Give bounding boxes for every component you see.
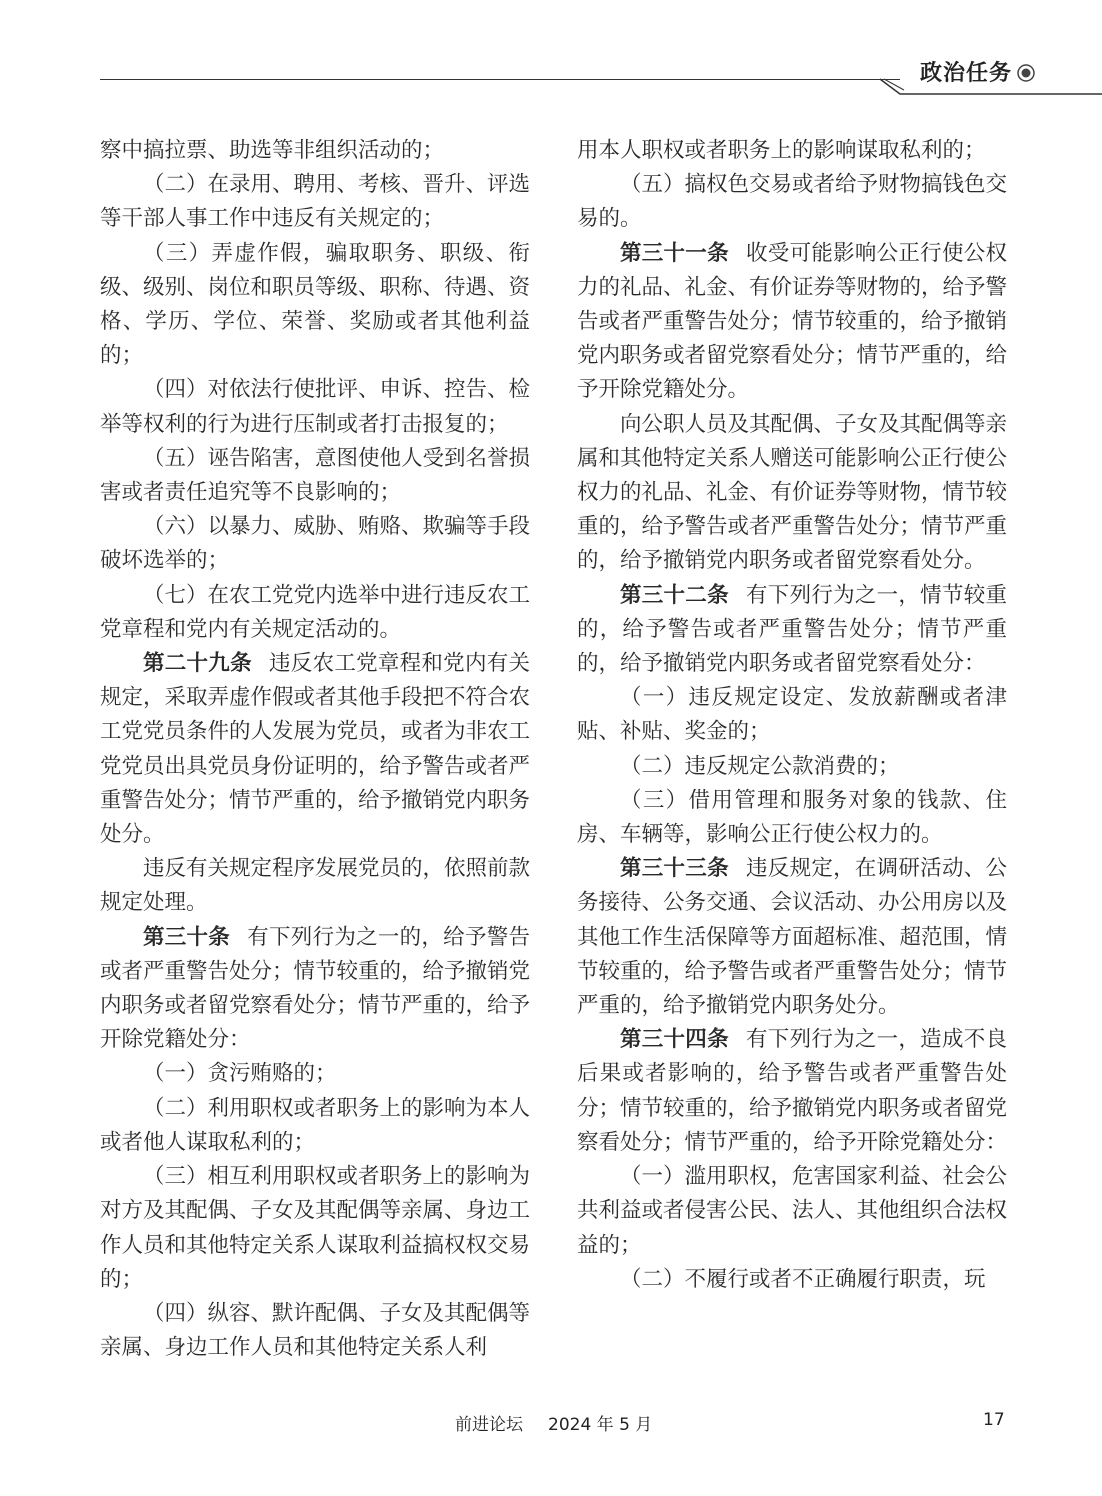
article-paragraph: [577, 1023, 1007, 1160]
paragraph-text: 有下列行为之一的，给予警告或者严重警告处分；情节较重的，给予撤销党内职务或者留党察看处分；情节严重的，给予开除党籍处分：: [100, 924, 531, 1053]
paragraph-text: （五）搞权色交易或者给予财物搞钱色交易的。: [577, 172, 1008, 232]
paragraph-text: （二）利用职权或者职务上的影响为本人或者他人谋取私利的；: [100, 1095, 531, 1155]
paragraph-text: （一）贪污贿赂的；: [143, 1061, 337, 1087]
paragraph-text: 违反规定，在调研活动、公务接待、公务交通、会议活动、办公用房以及其他工作生活保障等方面超标准、超范围，情节较重的，给予警告或者严重警告处分；情节严重的，给予撤销党内职务处分。: [577, 856, 1008, 1019]
paragraph: [100, 1160, 530, 1297]
paragraph-text: 违反有关规定程序发展党员的，依照前款规定处理。: [100, 856, 531, 916]
paragraph: [100, 134, 530, 168]
article-number: 第三十二条: [620, 582, 729, 608]
paragraph-text: （二）违反规定公款消费的；: [620, 753, 900, 779]
magazine-name: 前进论坛: [455, 1415, 523, 1435]
paragraph: [577, 750, 1007, 784]
paragraph-text: （三）相互利用职权或者职务上的影响为对方及其配偶、子女及其配偶等亲属、身边工作人员和其他特定关系人谋取利益搞权权交易的；: [100, 1164, 531, 1292]
article-paragraph: [577, 579, 1007, 682]
paragraph-text: 向公职人员及其配偶、子女及其配偶等亲属和其他特定关系人赠送可能影响公正行使公权力的礼品、礼金、有价证券等财物，情节较重的，给予警告或者严重警告处分；情节严重的，给予撤销党内职务或者留党察看处分。: [577, 411, 1008, 574]
paragraph: [577, 1263, 1007, 1297]
paragraph-text: （二）在录用、聘用、考核、晋升、评选等干部人事工作中违反有关规定的；: [100, 172, 531, 232]
article-number: 第三十条: [143, 924, 231, 950]
paragraph-text: 察中搞拉票、助选等非组织活动的；: [100, 138, 445, 163]
paragraph-text: （一）违反规定设定、发放薪酬或者津贴、补贴、奖金的；: [577, 685, 1007, 745]
header-rule: [100, 79, 900, 80]
paragraph-text: 有下列行为之一，情节较重的，给予警告或者严重警告处分；情节严重的，给予撤销党内职务或者留党察看处分：: [577, 582, 1007, 677]
paragraph-text: 有下列行为之一，造成不良后果或者影响的，给予警告或者严重警告处分；情节较重的，给予撤销党内职务或者留党察看处分；情节严重的，给予开除党籍处分：: [577, 1027, 1008, 1155]
paragraph: [577, 681, 1007, 749]
paragraph: [100, 510, 530, 578]
article-number: 第三十四条: [620, 1027, 729, 1053]
article-paragraph: [577, 852, 1007, 1023]
paragraph-text: （一）滥用职权，危害国家利益、社会公共利益或者侵害公民、法人、其他组织合法权益的；: [577, 1164, 1008, 1258]
article-number: 第三十一条: [620, 240, 729, 266]
paragraph: [577, 1160, 1007, 1263]
paragraph: [577, 168, 1007, 236]
right-text-column: [577, 134, 1007, 1297]
paragraph: [100, 373, 530, 441]
paragraph-text: （五）诬告陷害，意图使他人受到名誉损害或者责任追究等不良影响的；: [100, 445, 531, 506]
paragraph: [100, 237, 530, 374]
article-number: 第三十三条: [620, 856, 729, 882]
paragraph-text: （三）借用管理和服务对象的钱款、住房、车辆等，影响公正行使公权力的。: [577, 787, 1007, 848]
left-text-column: [100, 134, 530, 1365]
paragraph: [100, 852, 530, 920]
paragraph-text: （四）纵容、默许配偶、子女及其配偶等亲属、身边工作人员和其他特定关系人利: [100, 1300, 531, 1361]
paragraph: [100, 1297, 530, 1365]
article-paragraph: [100, 647, 530, 852]
page-number: 17: [983, 1410, 1005, 1430]
paragraph-text: 用本人职权或者职务上的影响谋取私利的；: [577, 138, 986, 163]
paragraph: [577, 134, 1007, 168]
paragraph: [577, 408, 1007, 579]
target-circle-icon: [1016, 63, 1036, 83]
paragraph-text: （七）在农工党党内选举中进行违反农工党章程和党内有关规定活动的。: [100, 582, 531, 642]
issue-date: 2024 年 5 月: [548, 1415, 653, 1435]
section-title: 政治任务: [920, 61, 1013, 86]
paragraph: [100, 1057, 530, 1091]
paragraph-text: （二）不履行或者不正确履行职责，玩: [620, 1266, 986, 1292]
paragraph-text: 违反农工党章程和党内有关规定，采取弄虚作假或者其他手段把不符合农工党党员条件的人发展为党员，或者为非农工党党员出具党员身份证明的，给予警告或者严重警告处分；情节严重的，给予撤销党内职务处分。: [100, 651, 531, 848]
article-number: 第二十九条: [143, 651, 252, 677]
paragraph-text: （三）弄虚作假，骗取职务、职级、衔级、级别、岗位和职员等级、职称、待遇、资格、学历、学位、荣誉、奖励或者其他利益的；: [100, 240, 531, 369]
paragraph-text: （四）对依法行使批评、申诉、控告、检举等权利的行为进行压制或者打击报复的；: [100, 377, 531, 437]
article-paragraph: [577, 237, 1007, 408]
article-paragraph: [100, 921, 530, 1058]
paragraph-text: （六）以暴力、威胁、贿赂、欺骗等手段破坏选举的；: [100, 514, 531, 574]
paragraph-text: 收受可能影响公正行使公权力的礼品、礼金、有价证券等财物的，给予警告或者严重警告处分；情节较重的，给予撤销党内职务或者留党察看处分；情节严重的，给予开除党籍处分。: [577, 240, 1008, 403]
paragraph: [100, 579, 530, 647]
paragraph: [100, 1092, 530, 1160]
paragraph: [100, 442, 530, 510]
paragraph: [100, 168, 530, 236]
paragraph: [577, 784, 1007, 852]
